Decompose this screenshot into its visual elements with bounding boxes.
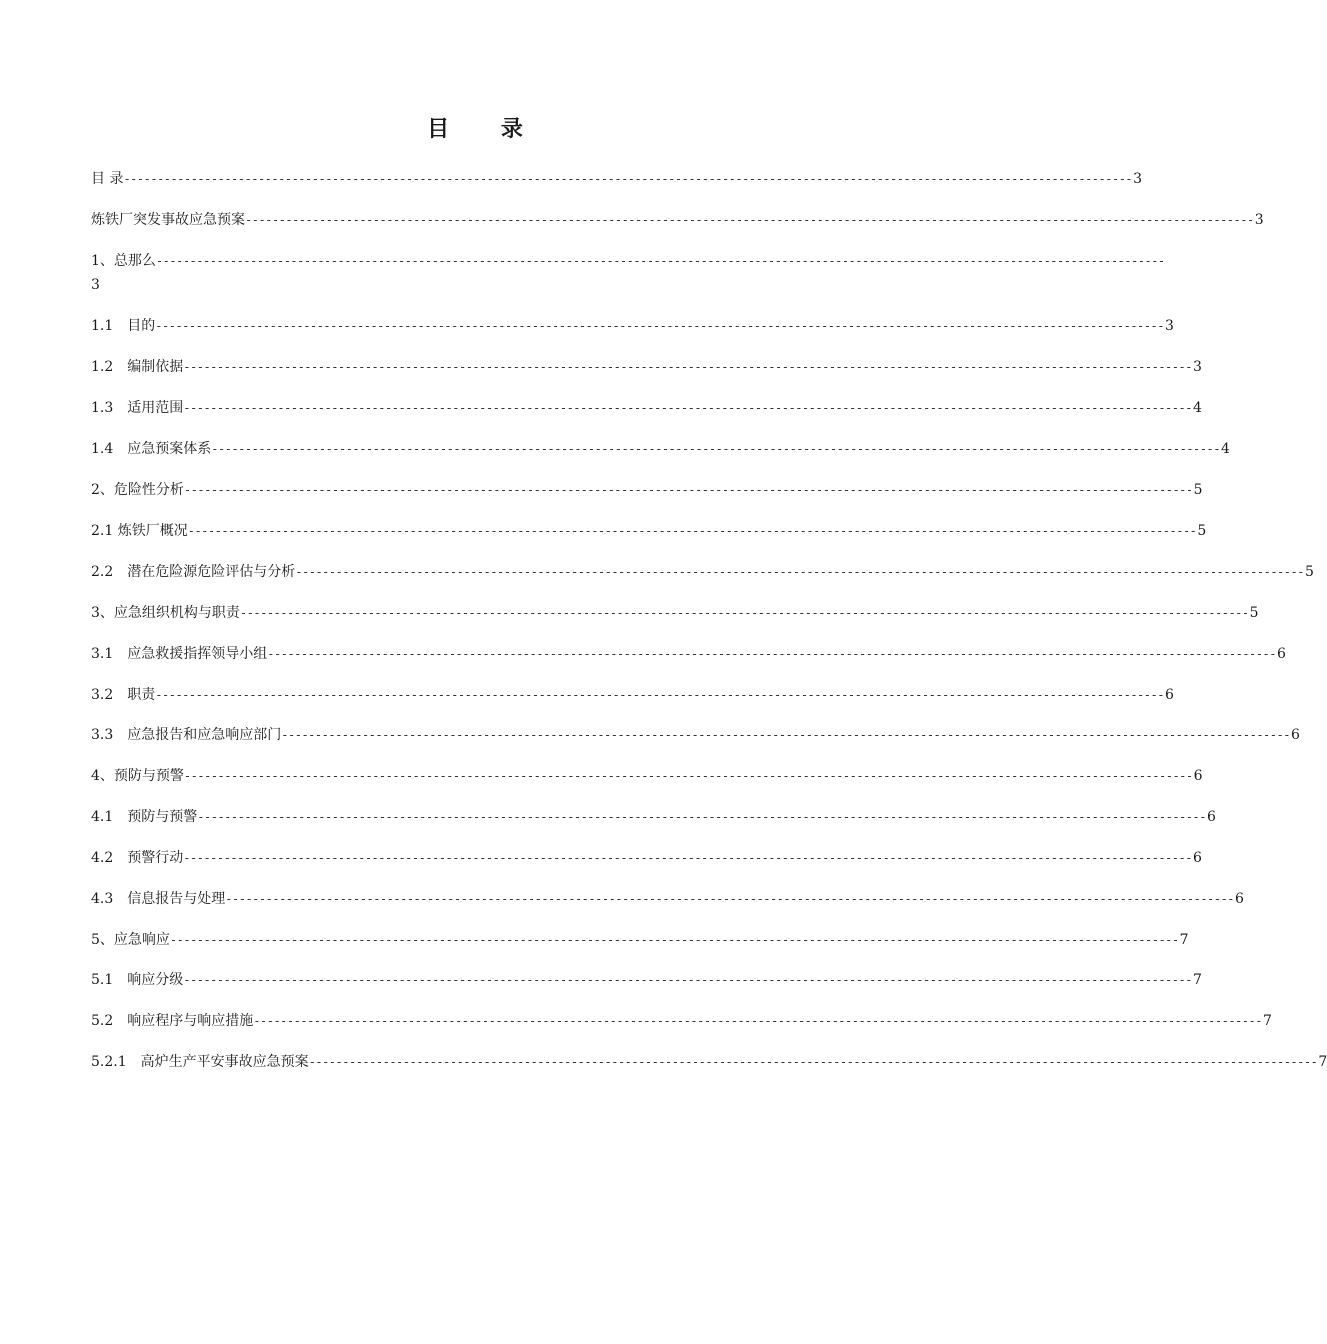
toc-entry[interactable] bbox=[91, 927, 1189, 953]
toc-entry-text: 2.1 炼铁厂概况 bbox=[91, 523, 188, 539]
toc-leader: ------------------------------------------------------------------------------------------------------------------------------------------------------ bbox=[183, 973, 1192, 987]
toc-leader: ------------------------------------------------------------------------------------------------------------------------------------------------------ bbox=[281, 728, 1290, 742]
toc-page-number: 6 bbox=[1192, 850, 1202, 866]
toc-page-number: 6 bbox=[1206, 809, 1216, 825]
toc-page-number: 6 bbox=[1234, 891, 1244, 907]
toc-entry-text: 2、危险性分析 bbox=[91, 482, 184, 498]
toc-page-number: 3 bbox=[1164, 318, 1174, 334]
toc-page-number: 6 bbox=[1193, 768, 1203, 784]
toc-page-number: 7 bbox=[1318, 1054, 1327, 1070]
toc-leader: ------------------------------------------------------------------------------------------------------------------------------------------------------ bbox=[245, 213, 1254, 227]
toc-entry-text: 5.1 响应分级 bbox=[91, 972, 184, 988]
toc-entry-text: 3.2 职责 bbox=[91, 687, 156, 703]
toc-entry[interactable] bbox=[91, 559, 1314, 585]
toc-entry[interactable] bbox=[91, 436, 1230, 462]
toc-page-number: 6 bbox=[1290, 727, 1300, 743]
toc-entry[interactable] bbox=[91, 845, 1202, 871]
toc-leader: ------------------------------------------------------------------------------------------------------------------------------------------------------ bbox=[308, 1055, 1318, 1069]
toc-leader: ------------------------------------------------------------------------------------------------------------------------------------------------------ bbox=[169, 933, 1179, 947]
toc-entry-text: 1.4 应急预案体系 bbox=[91, 441, 212, 457]
toc-page-number: 7 bbox=[1262, 1013, 1272, 1029]
toc-page-number: 7 bbox=[1192, 972, 1202, 988]
toc-leader: ------------------------------------------------------------------------------------------------------------------------------------------------------ bbox=[211, 442, 1220, 456]
toc-page-number: 5 bbox=[1197, 523, 1207, 539]
toc-leader: ------------------------------------------------------------------------------------------------------------------------------------------------------ bbox=[155, 254, 1165, 268]
toc-leader: ------------------------------------------------------------------------------------------------------------------------------------------------------ bbox=[267, 647, 1276, 661]
toc-page-number: 3 bbox=[1192, 359, 1202, 375]
toc-leader: ------------------------------------------------------------------------------------------------------------------------------------------------------ bbox=[155, 688, 1164, 702]
toc-entry-text: 1.3 适用范围 bbox=[91, 400, 184, 416]
toc-entry-text: 3.3 应急报告和应急响应部门 bbox=[91, 727, 282, 743]
toc-leader: ------------------------------------------------------------------------------------------------------------------------------------------------------ bbox=[155, 319, 1164, 333]
toc-entry[interactable] bbox=[91, 1008, 1272, 1034]
toc-entry-text: 4.1 预防与预警 bbox=[91, 809, 198, 825]
toc-entry[interactable] bbox=[91, 763, 1203, 789]
toc-page-number: 3 bbox=[1133, 171, 1143, 187]
toc-entry-text: 4.2 预警行动 bbox=[91, 850, 184, 866]
toc-leader: ------------------------------------------------------------------------------------------------------------------------------------------------------ bbox=[183, 483, 1193, 497]
toc-entry[interactable] bbox=[91, 722, 1300, 748]
toc-entry[interactable] bbox=[91, 207, 1264, 233]
toc-entry[interactable] bbox=[91, 395, 1202, 421]
toc-entry[interactable] bbox=[91, 682, 1174, 708]
toc-leader: ------------------------------------------------------------------------------------------------------------------------------------------------------ bbox=[183, 851, 1192, 865]
toc-entry-text: 3、应急组织机构与职责 bbox=[91, 605, 240, 621]
toc-entry[interactable] bbox=[91, 1049, 1327, 1075]
toc-entry-text: 4.3 信息报告与处理 bbox=[91, 891, 226, 907]
page-title: 目 录 bbox=[427, 117, 545, 142]
toc-leader: ------------------------------------------------------------------------------------------------------------------------------------------------------ bbox=[187, 524, 1197, 538]
toc-leader: ------------------------------------------------------------------------------------------------------------------------------------------------------ bbox=[183, 360, 1192, 374]
toc-page-number: 5 bbox=[1304, 564, 1314, 580]
toc-entry-text: 5、应急响应 bbox=[91, 932, 170, 948]
toc-entry[interactable] bbox=[91, 518, 1207, 544]
toc-entry[interactable] bbox=[91, 641, 1286, 667]
toc-entry-text: 1.1 目的 bbox=[91, 318, 156, 334]
toc-page-number: 3 bbox=[1254, 212, 1264, 228]
toc-entry-text: 4、预防与预警 bbox=[91, 768, 184, 784]
toc-leader: ------------------------------------------------------------------------------------------------------------------------------------------------------ bbox=[123, 172, 1133, 186]
toc-entry-text: 炼铁厂突发事故应急预案 bbox=[91, 212, 245, 228]
toc-entry[interactable] bbox=[91, 248, 1165, 274]
toc-entry[interactable] bbox=[91, 313, 1174, 339]
toc-entry[interactable] bbox=[91, 354, 1202, 380]
toc-entry[interactable] bbox=[91, 804, 1216, 830]
toc-page-number: 5 bbox=[1193, 482, 1203, 498]
toc-entry[interactable] bbox=[91, 477, 1203, 503]
toc-page-number: 7 bbox=[1179, 932, 1189, 948]
toc-page-number: 4 bbox=[1192, 400, 1202, 416]
toc-leader: ------------------------------------------------------------------------------------------------------------------------------------------------------ bbox=[183, 769, 1193, 783]
toc-entry-text: 1、总那么 bbox=[91, 253, 156, 269]
toc-leader: ------------------------------------------------------------------------------------------------------------------------------------------------------ bbox=[183, 401, 1192, 415]
toc-entry[interactable] bbox=[91, 886, 1244, 912]
toc-page-number: 6 bbox=[1276, 646, 1286, 662]
toc-page-number: 5 bbox=[1249, 605, 1259, 621]
toc-leader: ------------------------------------------------------------------------------------------------------------------------------------------------------ bbox=[253, 1014, 1262, 1028]
toc-leader: ------------------------------------------------------------------------------------------------------------------------------------------------------ bbox=[197, 810, 1206, 824]
toc-entry-text: 2.2 潜在危险源危险评估与分析 bbox=[91, 564, 296, 580]
toc-entry-text: 1.2 编制依据 bbox=[91, 359, 184, 375]
toc-page-number: 6 bbox=[1164, 687, 1174, 703]
toc-entry[interactable] bbox=[91, 600, 1259, 626]
toc-entry[interactable] bbox=[91, 967, 1202, 993]
toc-leader: ------------------------------------------------------------------------------------------------------------------------------------------------------ bbox=[239, 606, 1249, 620]
toc-leader: ------------------------------------------------------------------------------------------------------------------------------------------------------ bbox=[225, 892, 1234, 906]
toc-page-number: 4 bbox=[1220, 441, 1230, 457]
toc-leader: ------------------------------------------------------------------------------------------------------------------------------------------------------ bbox=[295, 565, 1304, 579]
toc-entry[interactable] bbox=[91, 166, 1143, 192]
toc-entry-text: 5.2.1 高炉生产平安事故应急预案 bbox=[91, 1054, 309, 1070]
toc-entry-text: 3.1 应急救援指挥领导小组 bbox=[91, 646, 268, 662]
toc-entry-text: 目 录 bbox=[91, 171, 124, 187]
toc-page-number: 3 bbox=[91, 277, 100, 293]
toc-entry-text: 5.2 响应程序与响应措施 bbox=[91, 1013, 254, 1029]
